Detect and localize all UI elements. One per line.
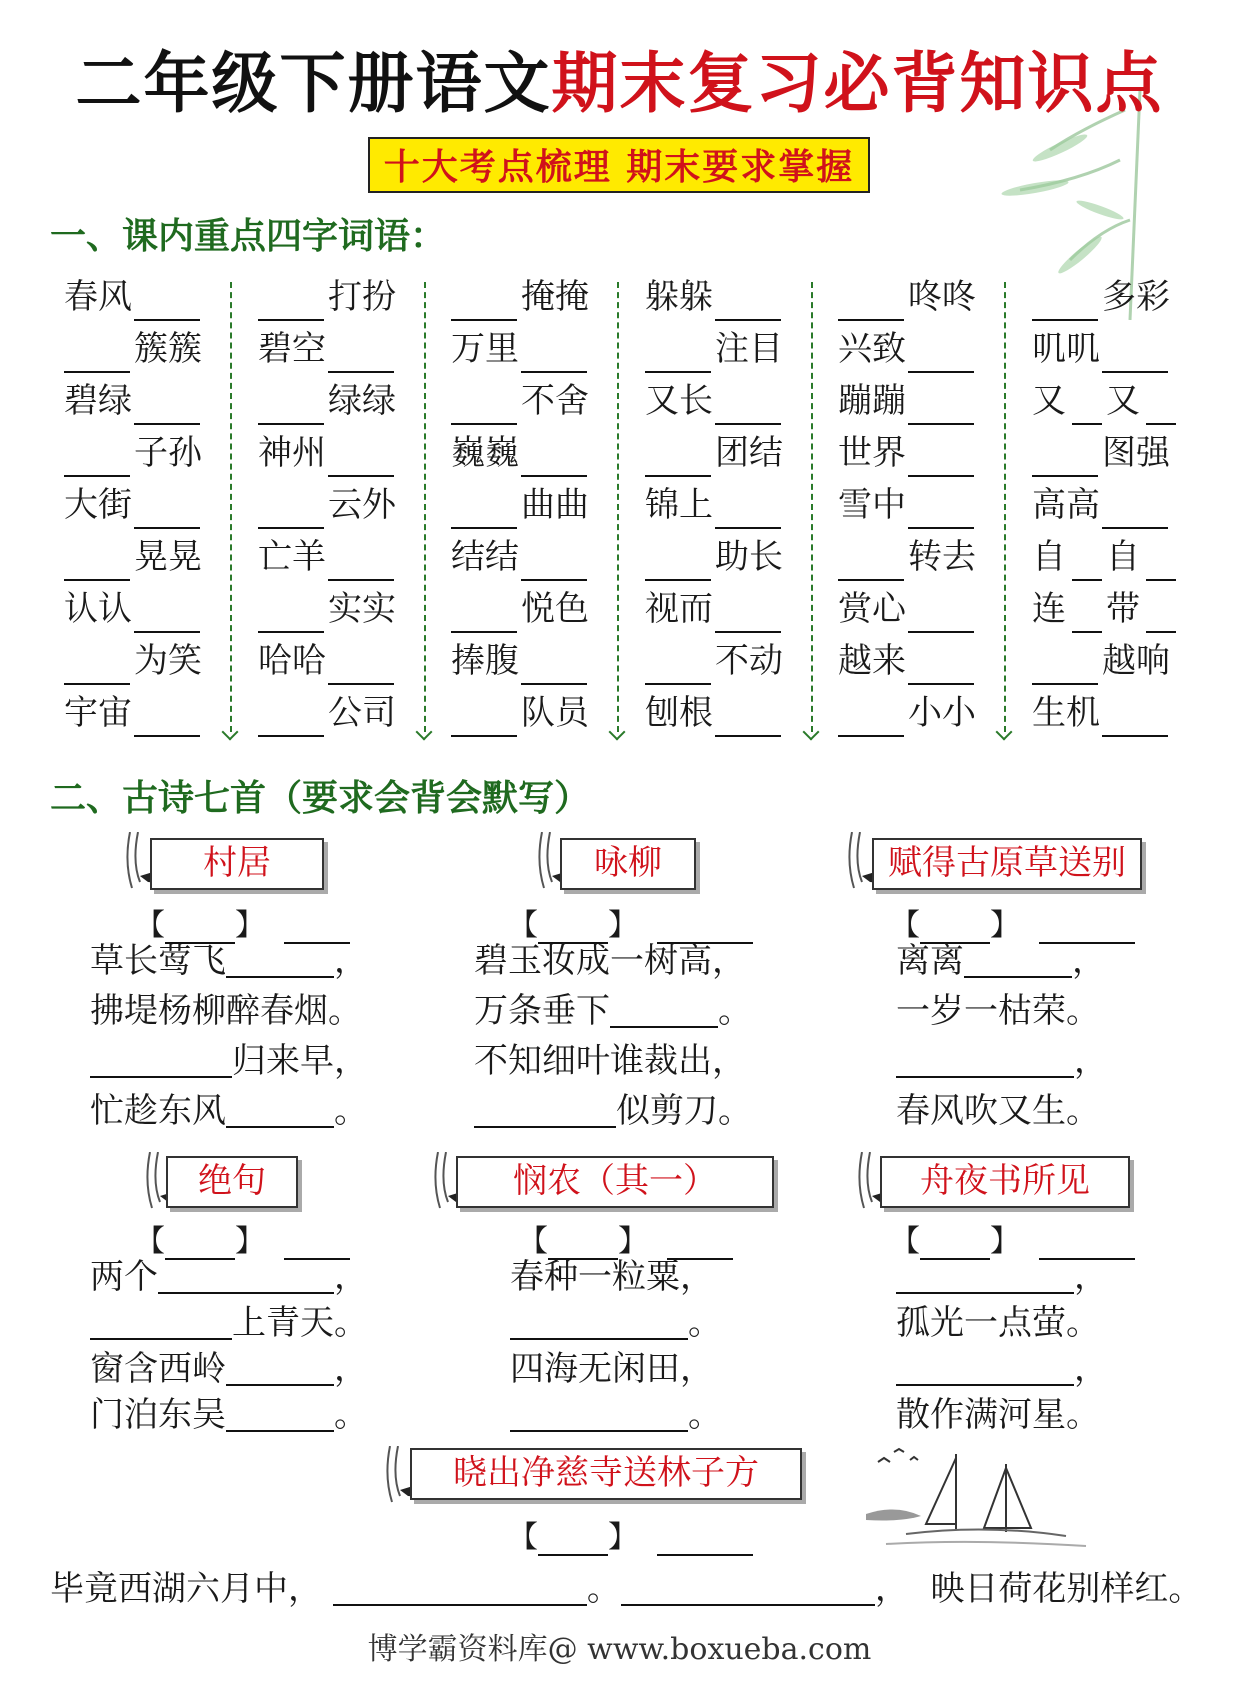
poem-line: 毕竟西湖六月中， 。 ， 映日荷花别样红。: [50, 1566, 1202, 1612]
fill-blank-line: [715, 527, 781, 529]
word-text: 团结: [715, 433, 783, 473]
fill-blank-line: [328, 579, 394, 581]
poem-line: 。: [510, 1392, 722, 1438]
word-item: 连 带: [1032, 584, 1182, 636]
section1-heading: 一、课内重点四字词语：: [50, 215, 447, 257]
word-text: 哈哈: [258, 641, 326, 681]
word-item: [645, 584, 795, 636]
word-item: [645, 272, 795, 324]
section2-heading: 二、古诗七首（要求会背会默写）: [50, 777, 591, 819]
fill-blank-line: [645, 579, 711, 581]
word-text: 队员: [521, 693, 589, 733]
poem-title-minnong: 悯农（其一）: [456, 1156, 774, 1208]
word-item: 自 自: [1032, 532, 1182, 584]
word-column: [645, 272, 795, 740]
word-text: 绿绿: [328, 381, 396, 421]
word-item: [64, 480, 214, 532]
fill-blank-line: [715, 319, 781, 321]
word-item: [451, 532, 601, 584]
title-part2: 期末复习必背知识点: [551, 44, 1164, 122]
poem-line: 春种一粒粟，: [510, 1257, 714, 1297]
word-item: [1032, 480, 1182, 532]
fill-blank-line: [838, 319, 904, 321]
word-item: [838, 376, 988, 428]
fill-blank-line: [451, 423, 517, 425]
word-text: 云外: [328, 485, 396, 525]
poem-title-zhouye: 舟夜书所见: [880, 1156, 1130, 1208]
fill-blank-line: [908, 527, 974, 529]
word-text: 咚咚: [908, 277, 976, 317]
word-column: [451, 272, 601, 740]
word-text: 注目: [715, 329, 783, 369]
word-item: [64, 272, 214, 324]
word-text: 悦色: [521, 589, 589, 629]
fill-blank-line: [134, 631, 200, 633]
poem-line: 。: [510, 1300, 722, 1346]
word-item: [645, 324, 795, 376]
word-item: [645, 636, 795, 688]
poem-title-fude: 赋得古原草送别: [872, 838, 1142, 890]
word-item: [64, 376, 214, 428]
poem-line: ，: [896, 1346, 1108, 1392]
fill-blank-line: [1146, 579, 1176, 581]
fill-blank-line: [521, 683, 587, 685]
word-item: [645, 428, 795, 480]
fill-blank-line: [1146, 631, 1176, 633]
poem-line: ，: [896, 1038, 1108, 1084]
poem-title-yongliu: 咏柳: [560, 838, 696, 890]
fill-blank-line: [521, 475, 587, 477]
poem-title-cunju: 村居: [150, 838, 324, 890]
word-text: 兴致: [838, 329, 906, 369]
word-text: 碧绿: [64, 381, 132, 421]
fill-blank-line: [838, 579, 904, 581]
fill-blank-line: [451, 735, 517, 737]
word-item: [451, 636, 601, 688]
word-item: [451, 428, 601, 480]
fill-blank-line: [134, 319, 200, 321]
fill-blank-line: [64, 371, 130, 373]
word-text: 曲曲: [521, 485, 589, 525]
fill-blank-line: [258, 631, 324, 633]
word-item: [64, 688, 214, 740]
fill-blank-line: [1032, 683, 1098, 685]
fill-blank-line: [1032, 475, 1098, 477]
word-text: 掩掩: [521, 277, 589, 317]
word-text: 神州: [258, 433, 326, 473]
fill-blank-line: [1102, 527, 1168, 529]
word-item: [258, 480, 408, 532]
word-text: 蹦蹦: [838, 381, 906, 421]
fill-blank-line: [451, 527, 517, 529]
word-item: [1032, 636, 1182, 688]
fill-blank-line: [908, 683, 974, 685]
word-item: [451, 272, 601, 324]
word-item: [838, 272, 988, 324]
fill-blank-line: [908, 475, 974, 477]
word-text: 锦上: [645, 485, 713, 525]
column-divider: [230, 282, 232, 732]
poem-author-line: 【 】: [518, 1216, 733, 1260]
fill-blank-line: [715, 423, 781, 425]
word-item: [64, 584, 214, 636]
word-text: 认认: [64, 589, 132, 629]
word-text: 雪中: [838, 485, 906, 525]
poem-line: 窗含西岭 ，: [90, 1346, 368, 1392]
word-item: [838, 324, 988, 376]
fill-blank-line: [134, 423, 200, 425]
word-item: [258, 532, 408, 584]
poem-line: 一岁一枯荣。: [896, 991, 1100, 1031]
word-item: [645, 532, 795, 584]
word-text: 越来: [838, 641, 906, 681]
fill-blank-line: [134, 527, 200, 529]
word-item: [258, 324, 408, 376]
word-item: [838, 584, 988, 636]
word-text: 结结: [451, 537, 519, 577]
word-text: 捧腹: [451, 641, 519, 681]
word-item: [838, 688, 988, 740]
fill-blank-line: [328, 371, 394, 373]
word-item: [258, 376, 408, 428]
word-item: [838, 636, 988, 688]
fill-blank-line: [258, 423, 324, 425]
word-text: 赏心: [838, 589, 906, 629]
poem-line: 碧玉妆成一树高，: [474, 941, 746, 981]
word-item: [838, 480, 988, 532]
word-text: 多彩: [1102, 277, 1170, 317]
poem-author-line: 【 】: [890, 1216, 1135, 1260]
page-title: [0, 38, 1239, 128]
fill-blank-line: [521, 579, 587, 581]
poem-line: 上青天。: [90, 1300, 368, 1346]
fill-blank-line: [64, 475, 130, 477]
word-item: [258, 688, 408, 740]
word-item: [1032, 272, 1182, 324]
poem-line: ，: [896, 1254, 1108, 1300]
word-text: 亡羊: [258, 537, 326, 577]
poem-title-xiaochu: 晓出净慈寺送林子方: [410, 1448, 802, 1500]
word-item: [64, 324, 214, 376]
word-text: 打扮: [328, 277, 396, 317]
fill-blank-line: [328, 475, 394, 477]
word-text: 晃晃: [134, 537, 202, 577]
word-text: 图强: [1102, 433, 1170, 473]
fill-blank-line: [1146, 423, 1176, 425]
poem-line: 散作满河星。: [896, 1395, 1100, 1435]
poem-line: 孤光一点萤。: [896, 1303, 1100, 1343]
fill-blank-line: [645, 475, 711, 477]
fill-blank-line: [1072, 423, 1102, 425]
fill-blank-line: [715, 735, 781, 737]
fill-blank-line: [64, 683, 130, 685]
word-column: [258, 272, 408, 740]
word-column: [64, 272, 214, 740]
poem-line: 忙趁东风 。: [90, 1088, 368, 1134]
word-item: [1032, 688, 1182, 740]
column-divider: [1004, 282, 1006, 732]
fill-blank-line: [258, 527, 324, 529]
word-item: [451, 480, 601, 532]
fill-blank-line: [258, 735, 324, 737]
word-item: [1032, 428, 1182, 480]
word-text: 刨根: [645, 693, 713, 733]
fill-blank-line: [258, 319, 324, 321]
word-text: 不舍: [521, 381, 589, 421]
word-item: [838, 532, 988, 584]
fill-blank-line: [645, 371, 711, 373]
fill-blank-line: [1072, 631, 1102, 633]
poem-author-line: 【 】: [890, 900, 1135, 944]
poem-line: 门泊东吴 。: [90, 1392, 368, 1438]
fill-blank-line: [908, 631, 974, 633]
poem-line: 两个 ，: [90, 1254, 368, 1300]
sailboat-ink-icon: [866, 1444, 1096, 1564]
word-item: [451, 376, 601, 428]
word-text: 叽叽: [1032, 329, 1100, 369]
word-item: [258, 428, 408, 480]
word-text: 躲躲: [645, 277, 713, 317]
word-text: 春风: [64, 277, 132, 317]
poem-line: 归来早，: [90, 1038, 368, 1084]
fill-blank-line: [134, 735, 200, 737]
word-item: [64, 532, 214, 584]
word-item: [258, 584, 408, 636]
column-divider: [617, 282, 619, 732]
fill-blank-line: [1072, 579, 1102, 581]
word-column: [838, 272, 988, 740]
poem-author-line: 【 】: [508, 900, 753, 944]
word-text: 宇宙: [64, 693, 132, 733]
word-text: 巍巍: [451, 433, 519, 473]
fill-blank-line: [64, 579, 130, 581]
word-text: 碧空: [258, 329, 326, 369]
poem-line: 万条垂下 。: [474, 988, 752, 1034]
word-text: 助长: [715, 537, 783, 577]
word-item: [645, 376, 795, 428]
word-item: [1032, 324, 1182, 376]
word-item: [838, 428, 988, 480]
word-text: 簇簇: [134, 329, 202, 369]
word-text: 不动: [715, 641, 783, 681]
poem-line: 不知细叶谁裁出，: [474, 1041, 746, 1081]
word-text: 又长: [645, 381, 713, 421]
poem-line: 拂堤杨柳醉春烟。: [90, 991, 362, 1031]
column-divider: [424, 282, 426, 732]
word-text: 高高: [1032, 485, 1100, 525]
word-item: [451, 584, 601, 636]
column-divider: [811, 282, 813, 732]
poem-line: 离离 ，: [896, 938, 1106, 984]
word-text: 小小: [908, 693, 976, 733]
fill-blank-line: [838, 735, 904, 737]
poem-line: 草长莺飞 ，: [90, 938, 368, 984]
word-text: 公司: [328, 693, 396, 733]
fill-blank-line: [645, 683, 711, 685]
fill-blank-line: [451, 319, 517, 321]
word-text: 大街: [64, 485, 132, 525]
poem-author-line: 【 】: [508, 1512, 753, 1556]
word-text: 视而: [645, 589, 713, 629]
poem-line: 似剪刀。: [474, 1088, 752, 1134]
title-part1: 二年级下册语文: [75, 44, 552, 122]
fill-blank-line: [328, 683, 394, 685]
word-item: [451, 688, 601, 740]
word-text: 万里: [451, 329, 519, 369]
poem-author-line: 【 】: [135, 1216, 350, 1260]
fill-blank-line: [1032, 319, 1098, 321]
fill-blank-line: [908, 423, 974, 425]
poem-author-line: 【 】: [135, 900, 350, 944]
word-item: [64, 428, 214, 480]
subtitle-banner: 十大考点梳理 期末要求掌握: [368, 137, 870, 193]
poem-line: 春风吹又生。: [896, 1091, 1100, 1131]
word-item: [645, 480, 795, 532]
word-text: 越响: [1102, 641, 1170, 681]
word-text: 为笑: [134, 641, 202, 681]
footer-watermark: 博学霸资料库@ www.boxueba.com: [367, 1632, 872, 1667]
fill-blank-line: [521, 371, 587, 373]
word-item: [645, 688, 795, 740]
fill-blank-line: [908, 371, 974, 373]
fill-blank-line: [1102, 735, 1168, 737]
word-item: [451, 324, 601, 376]
word-text: 子孙: [134, 433, 202, 473]
fill-blank-line: [451, 631, 517, 633]
poem-line: 四海无闲田，: [510, 1349, 714, 1389]
word-text: 生机: [1032, 693, 1100, 733]
word-text: 世界: [838, 433, 906, 473]
fill-blank-line: [715, 631, 781, 633]
word-item: [258, 636, 408, 688]
word-item: 又 又: [1032, 376, 1182, 428]
word-item: [64, 636, 214, 688]
word-text: 实实: [328, 589, 396, 629]
word-column: [1032, 272, 1182, 740]
word-text: 转去: [908, 537, 976, 577]
poem-title-jueju: 绝句: [166, 1156, 298, 1208]
word-item: [258, 272, 408, 324]
fill-blank-line: [1102, 371, 1168, 373]
